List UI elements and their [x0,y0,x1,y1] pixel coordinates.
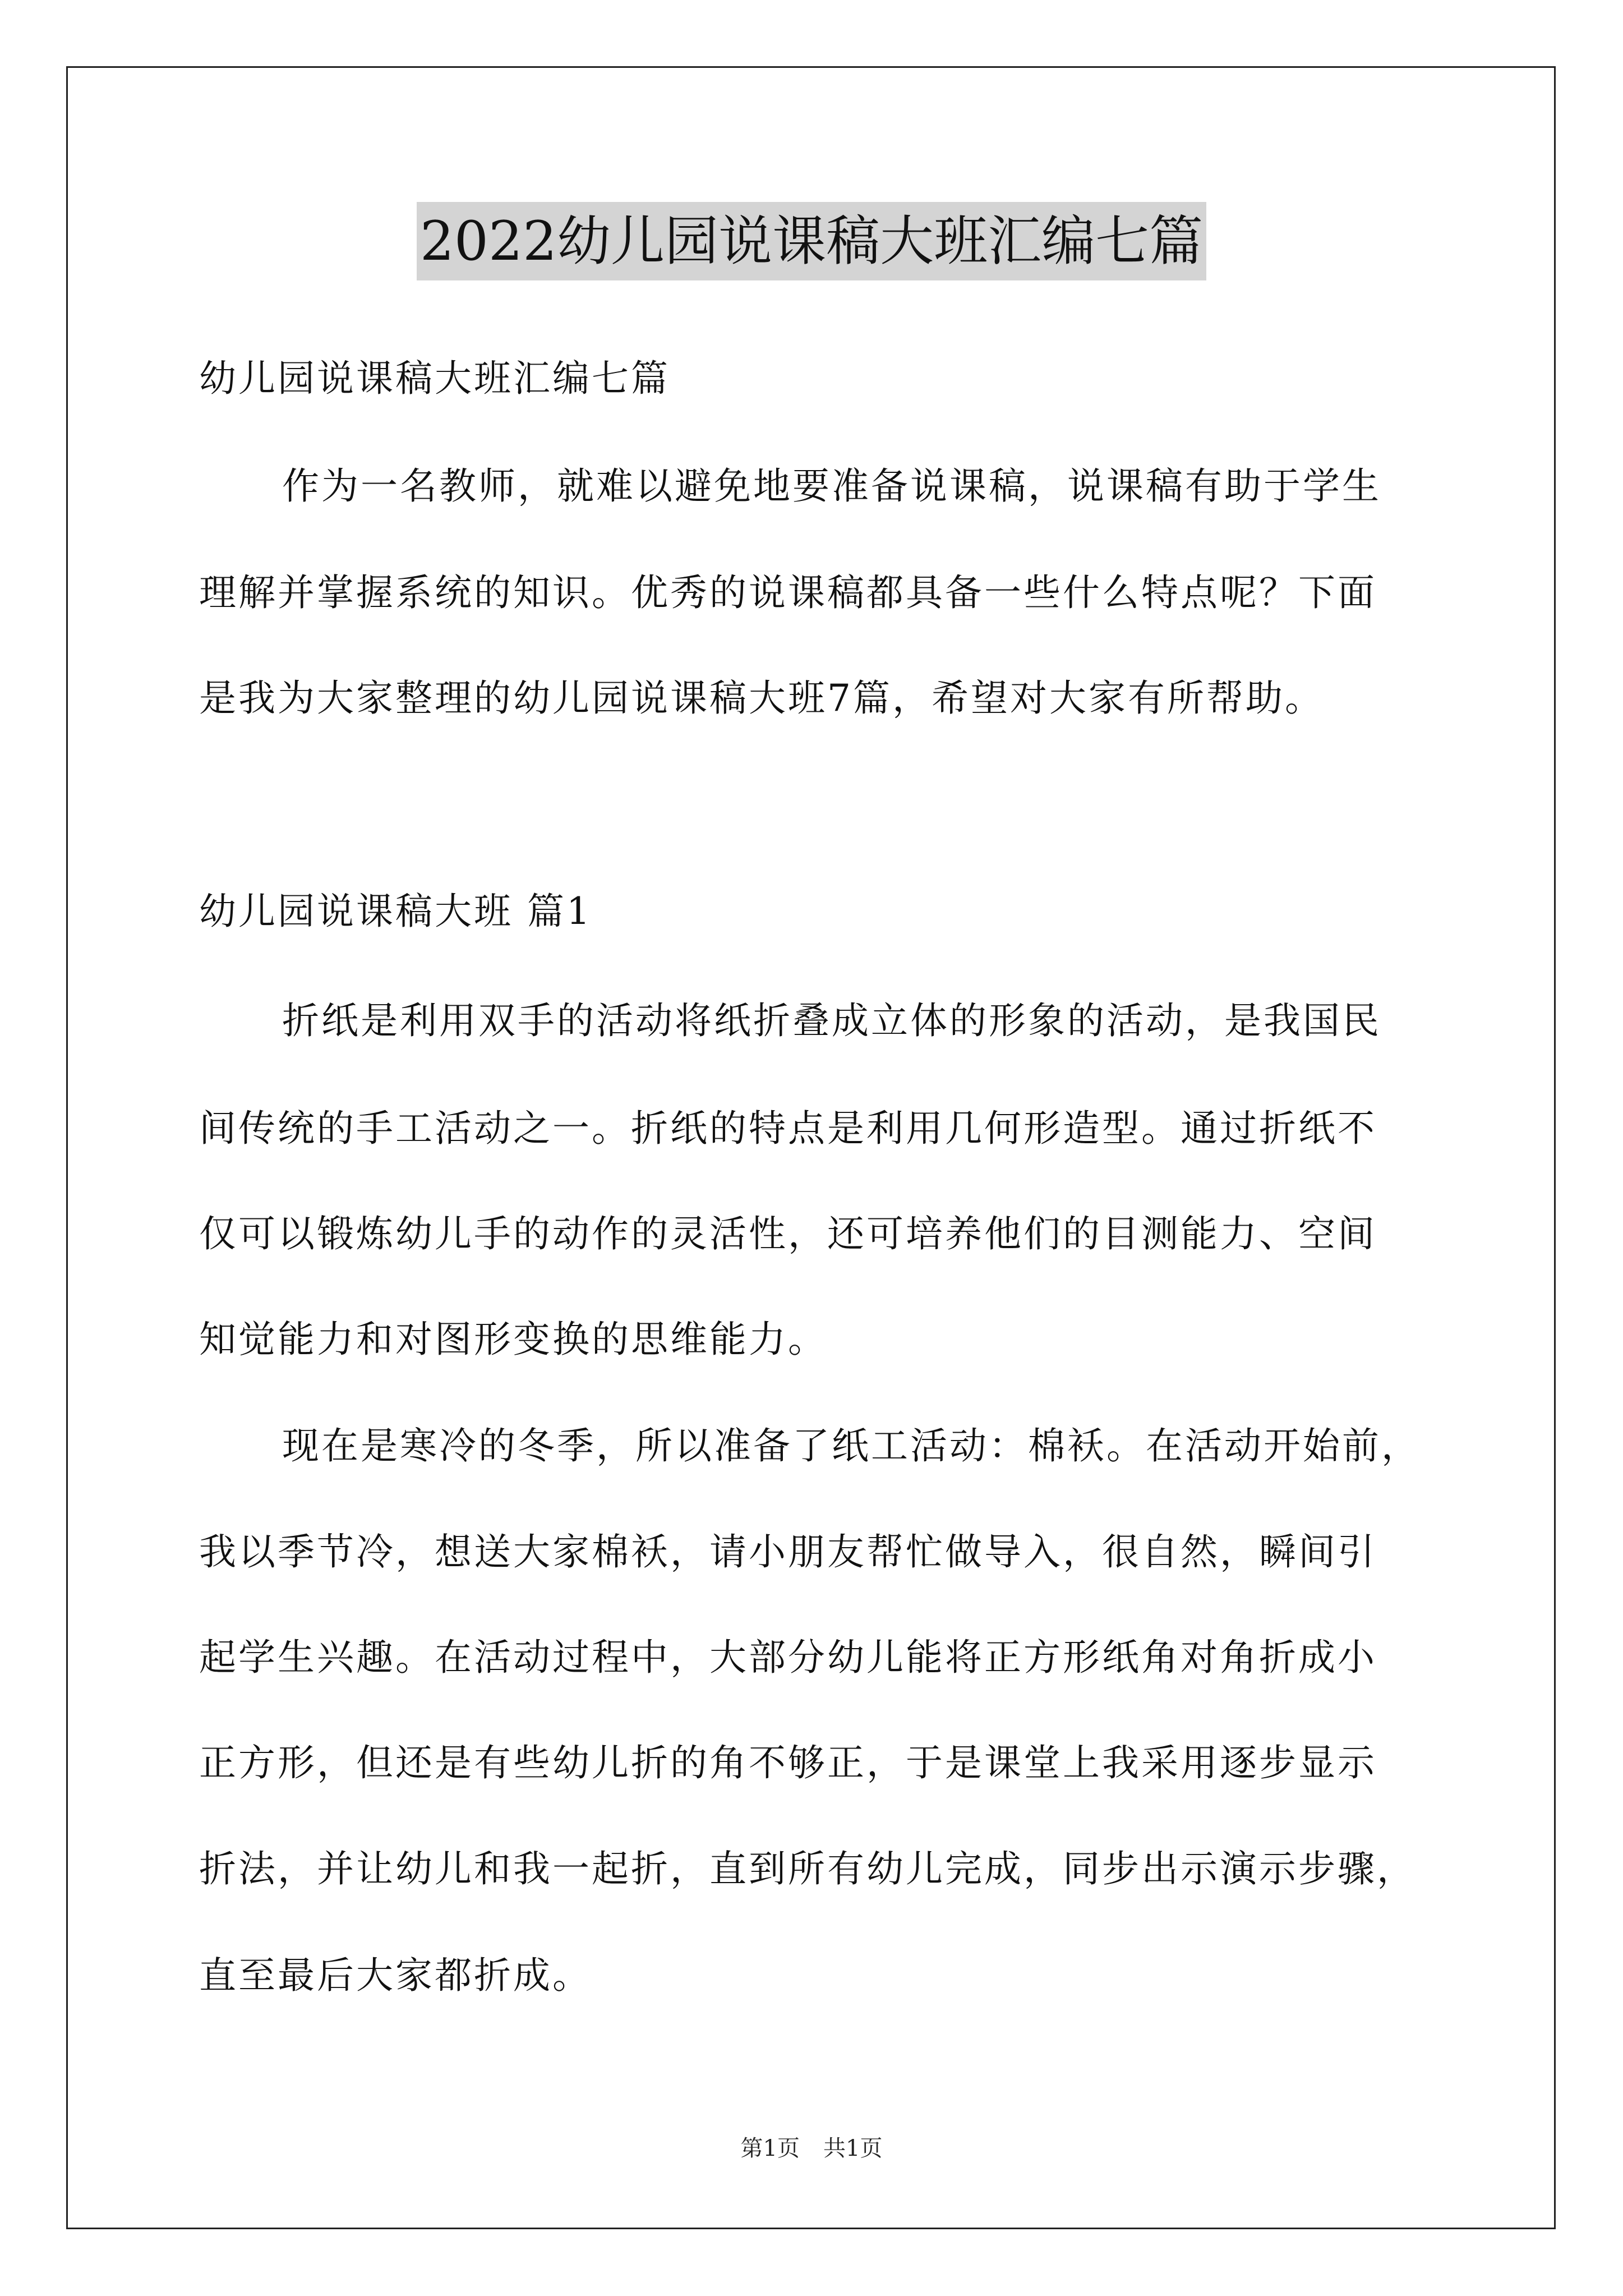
page-footer [0,2132,1623,2165]
paragraph-line: 我以季节冷，想送大家棉袄，请小朋友帮忙做导入，很自然，瞬间引 [199,1530,1377,1573]
paragraph-line: 知觉能力和对图形变换的思维能力。 [199,1318,827,1361]
intro-line: 作为一名教师，就难以避免地要准备说课稿，说课稿有助于学生 [282,464,1381,508]
section-heading: 幼儿园说课稿大班 篇1 [199,890,592,933]
intro-line: 理解并掌握系统的知识。优秀的说课稿都具备一些什么特点呢？下面 [199,571,1377,614]
paragraph-line: 折纸是利用双手的活动将纸折叠成立体的形象的活动，是我国民 [282,999,1381,1042]
paragraph-line: 直至最后大家都折成。 [199,1954,592,1997]
page-number: 第1页 [740,2136,800,2161]
paragraph-line: 起学生兴趣。在活动过程中，大部分幼儿能将正方形纸角对角折成小 [199,1636,1377,1679]
paragraph-line: 正方形，但还是有些幼儿折的角不够正，于是课堂上我采用逐步显示 [199,1741,1377,1784]
title-container [0,202,1623,280]
page-total: 共1页 [823,2136,883,2161]
document-subtitle: 幼儿园说课稿大班汇编七篇 [199,357,670,400]
intro-line: 是我为大家整理的幼儿园说课稿大班7篇，希望对大家有所帮助。 [199,677,1324,720]
document-title: 2022幼儿园说课稿大班汇编七篇 [417,202,1206,280]
paragraph-line: 折法，并让幼儿和我一起折，直到所有幼儿完成，同步出示演示步骤， [199,1847,1416,1890]
paragraph-line: 间传统的手工活动之一。折纸的特点是利用几何形造型。通过折纸不 [199,1107,1377,1150]
paragraph-line: 现在是寒冷的冬季，所以准备了纸工活动：棉袄。在活动开始前， [282,1424,1421,1467]
paragraph-line: 仅可以锻炼幼儿手的动作的灵活性，还可培养他们的目测能力、空间 [199,1212,1377,1255]
